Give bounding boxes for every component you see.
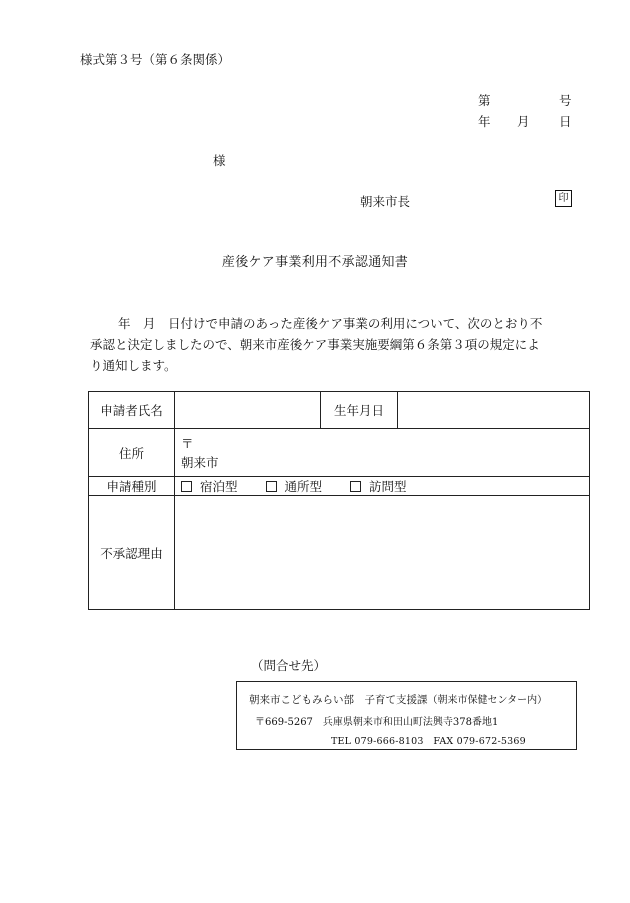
rejection-reason-field[interactable] (175, 496, 590, 610)
type-option-visit[interactable]: 訪問型 (350, 479, 407, 494)
type-option-daycare[interactable]: 通所型 (266, 479, 323, 494)
contact-department-name: 朝来市こどもみらい部 子育て支援課 (249, 694, 428, 706)
rejection-reason-label: 不承認理由 (89, 496, 175, 610)
date-year-label: 年 (478, 114, 491, 129)
contact-department-note: （朝来市保健センター内） (427, 695, 548, 706)
application-table (88, 391, 590, 610)
table-row-applicant (89, 392, 590, 429)
table-row-reason (89, 496, 590, 610)
address-field[interactable] (175, 429, 590, 477)
address-city: 朝来市 (181, 454, 219, 470)
applicant-name-field[interactable] (175, 392, 321, 429)
date-month-label: 月 (517, 114, 530, 129)
addressee-suffix: 様 (213, 153, 226, 168)
document-number-suffix: 号 (559, 93, 572, 108)
body-text (90, 313, 580, 376)
issuer-name: 朝来市長 (360, 194, 411, 209)
form-number: 様式第３号（第６条関係） (80, 52, 231, 67)
birthdate-field[interactable] (398, 392, 590, 429)
birthdate-label: 生年月日 (321, 392, 398, 429)
address-label: 住所 (89, 429, 175, 477)
contact-address: 〒669-5267 兵庫県朝来市和田山町法興寺378番地1 (255, 717, 499, 728)
body-line-2: 承認と決定しましたので、朝来市産後ケア事業実施要綱第６条第３項の規定によ (90, 337, 540, 352)
body-line-1: 年 月 日付けで申請のあった産後ケア事業の利用について、次のとおり不 (118, 316, 543, 331)
type-option-overnight[interactable]: 宿泊型 (181, 479, 238, 494)
contact-heading: （問合せ先） (251, 658, 327, 673)
checkbox-icon[interactable] (350, 481, 361, 492)
date-day-label: 日 (559, 114, 572, 129)
table-row-address (89, 429, 590, 477)
document-number-prefix: 第 (478, 93, 491, 108)
application-type-label: 申請種別 (89, 477, 175, 496)
application-type-options (175, 477, 590, 496)
checkbox-icon[interactable] (266, 481, 277, 492)
body-line-3: り通知します。 (90, 358, 177, 373)
table-row-type (89, 477, 590, 496)
contact-box (236, 681, 577, 750)
checkbox-icon[interactable] (181, 481, 192, 492)
applicant-name-label: 申請者氏名 (89, 392, 175, 429)
postal-mark: 〒 (181, 435, 194, 451)
document-title: 産後ケア事業利用不承認通知書 (221, 255, 409, 270)
contact-department (249, 691, 547, 707)
contact-phone: TEL 079-666-8103 FAX 079-672-5369 (331, 736, 526, 747)
seal-mark: 印 (555, 190, 572, 207)
